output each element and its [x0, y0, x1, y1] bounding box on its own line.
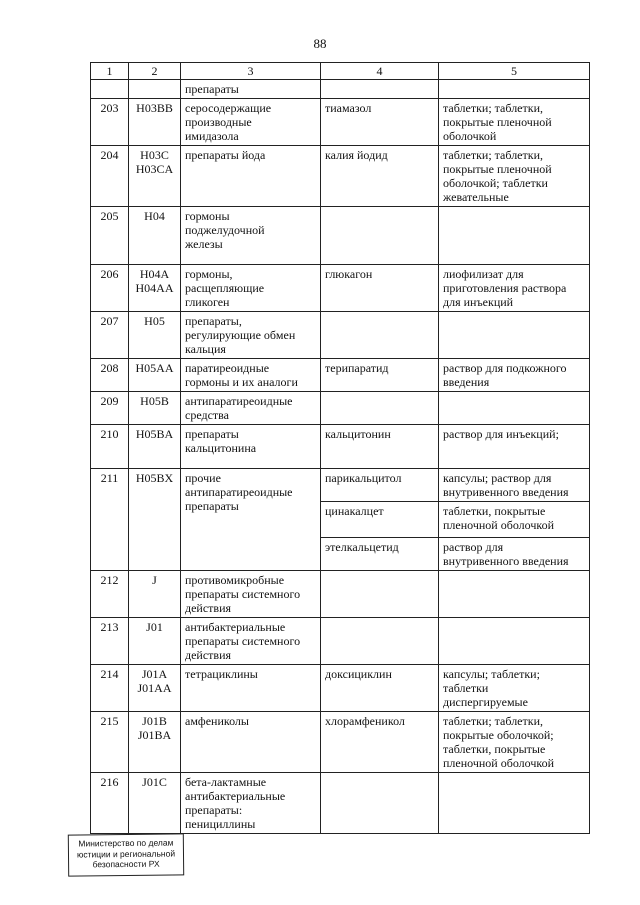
medicines-table	[90, 62, 590, 834]
dosage-form	[439, 392, 590, 425]
dosage-form	[439, 618, 590, 665]
table-row	[91, 469, 590, 502]
atc-code: H03BB	[129, 99, 181, 146]
dosage-form	[439, 207, 590, 265]
dosage-form: раствор для подкожного введения	[439, 359, 590, 392]
table-header-row	[91, 63, 590, 80]
group-name: серосодержащие производные имидазола	[181, 99, 321, 146]
header-col-4: 4	[321, 63, 439, 80]
table-row	[91, 146, 590, 207]
drug-name	[321, 618, 439, 665]
drug-name: глюкагон	[321, 265, 439, 312]
group-name: гормоны поджелудочной железы	[181, 207, 321, 265]
atc-code: H05B	[129, 392, 181, 425]
table-row	[91, 712, 590, 773]
atc-code: J01B J01BA	[129, 712, 181, 773]
dosage-form: таблетки; таблетки, покрытые пленочной оболочкой; таблетки жевательные	[439, 146, 590, 207]
row-number: 204	[91, 146, 129, 207]
table-row	[91, 359, 590, 392]
stamp-line: юстиции и региональной	[76, 847, 176, 860]
table-row	[91, 207, 590, 265]
atc-code: H04A H04AA	[129, 265, 181, 312]
ministry-stamp	[68, 833, 184, 876]
atc-code	[129, 80, 181, 99]
row-number: 206	[91, 265, 129, 312]
group-name: препараты	[181, 80, 321, 99]
dosage-form: таблетки; таблетки, покрытые оболочкой; таблетки, покрытые пленочной оболочкой	[439, 712, 590, 773]
dosage-form: капсулы; таблетки; таблетки диспергируемые	[439, 665, 590, 712]
group-name: бета-лактамные антибактериальные препараты: пенициллины	[181, 773, 321, 834]
row-number: 205	[91, 207, 129, 265]
table-row	[91, 99, 590, 146]
drug-name: терипаратид	[321, 359, 439, 392]
dosage-form	[439, 80, 590, 99]
atc-code: H03C H03CA	[129, 146, 181, 207]
group-name: противомикробные препараты системного действия	[181, 571, 321, 618]
drug-name: кальцитонин	[321, 425, 439, 469]
drug-name	[321, 773, 439, 834]
row-number	[91, 80, 129, 99]
dosage-form: раствор для внутривенного введения	[439, 538, 590, 571]
table-row	[91, 773, 590, 834]
group-name: паратиреоидные гормоны и их аналоги	[181, 359, 321, 392]
row-number: 207	[91, 312, 129, 359]
drug-name: этелкальцетид	[321, 538, 439, 571]
row-number: 214	[91, 665, 129, 712]
row-number: 209	[91, 392, 129, 425]
drug-name: доксициклин	[321, 665, 439, 712]
atc-code: H05AA	[129, 359, 181, 392]
dosage-form: таблетки, покрытые пленочной оболочкой	[439, 502, 590, 538]
header-col-5: 5	[439, 63, 590, 80]
table-row	[91, 265, 590, 312]
group-name: амфениколы	[181, 712, 321, 773]
table-row	[91, 392, 590, 425]
header-col-2: 2	[129, 63, 181, 80]
dosage-form: таблетки; таблетки, покрытые пленочной оболочкой	[439, 99, 590, 146]
drug-name	[321, 207, 439, 265]
header-col-3: 3	[181, 63, 321, 80]
atc-code: J01	[129, 618, 181, 665]
drug-name: калия йодид	[321, 146, 439, 207]
atc-code: J01C	[129, 773, 181, 834]
row-number: 212	[91, 571, 129, 618]
row-number: 213	[91, 618, 129, 665]
page-number: 88	[313, 36, 327, 51]
header-col-1: 1	[91, 63, 129, 80]
atc-code: J	[129, 571, 181, 618]
dosage-form	[439, 312, 590, 359]
stamp-line: безопасности РХ	[92, 858, 160, 870]
group-name: антибактериальные препараты системного действия	[181, 618, 321, 665]
row-number: 211	[91, 469, 129, 571]
table-row	[91, 618, 590, 665]
stamp-line: Министерство по делам	[78, 837, 174, 849]
atc-code: H05	[129, 312, 181, 359]
dosage-form	[439, 773, 590, 834]
drug-name: хлорамфеникол	[321, 712, 439, 773]
atc-code: H05BX	[129, 469, 181, 571]
dosage-form: раствор для инъекций;	[439, 425, 590, 469]
dosage-form	[439, 571, 590, 618]
drug-name	[321, 571, 439, 618]
group-name: прочие антипаратиреоидные препараты	[181, 469, 321, 571]
row-number: 203	[91, 99, 129, 146]
group-name: антипаратиреоидные средства	[181, 392, 321, 425]
atc-code: H05BA	[129, 425, 181, 469]
row-number: 208	[91, 359, 129, 392]
group-name: тетрациклины	[181, 665, 321, 712]
drug-name: цинакалцет	[321, 502, 439, 538]
drug-name	[321, 392, 439, 425]
table-row	[91, 571, 590, 618]
table-row	[91, 425, 590, 469]
dosage-form: капсулы; раствор для внутривенного введения	[439, 469, 590, 502]
group-name: препараты йода	[181, 146, 321, 207]
table-row	[91, 665, 590, 712]
atc-code: J01A J01AA	[129, 665, 181, 712]
atc-code: H04	[129, 207, 181, 265]
drug-name: тиамазол	[321, 99, 439, 146]
group-name: гормоны, расщепляющие гликоген	[181, 265, 321, 312]
group-name: препараты кальцитонина	[181, 425, 321, 469]
dosage-form: лиофилизат для приготовления раствора для инъекций	[439, 265, 590, 312]
row-number: 216	[91, 773, 129, 834]
drug-name	[321, 312, 439, 359]
table-row	[91, 312, 590, 359]
group-name: препараты, регулирующие обмен кальция	[181, 312, 321, 359]
row-number: 215	[91, 712, 129, 773]
table-row	[91, 80, 590, 99]
drug-name: парикальцитол	[321, 469, 439, 502]
row-number: 210	[91, 425, 129, 469]
drug-name	[321, 80, 439, 99]
